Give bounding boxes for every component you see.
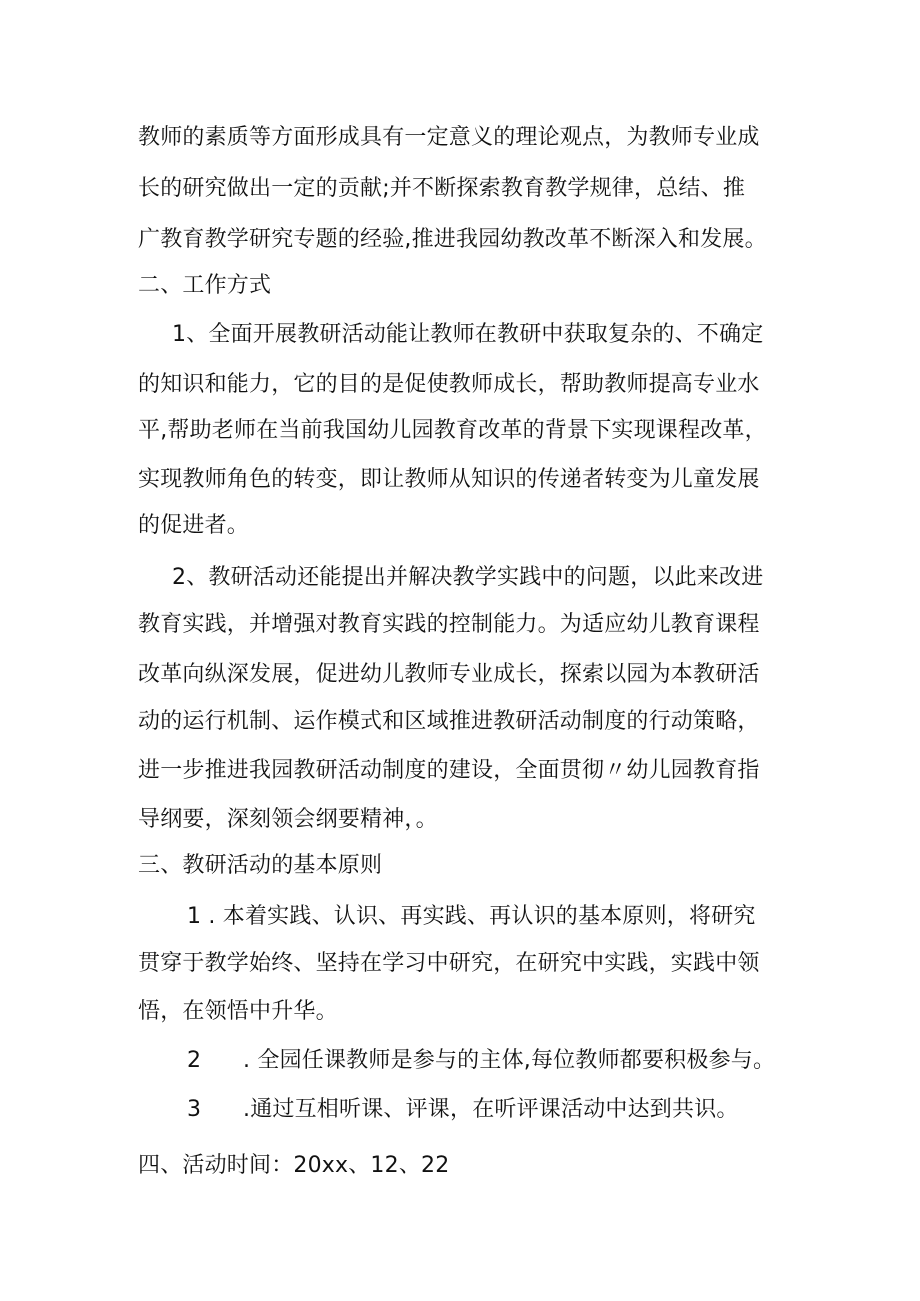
paragraph-line: 的知识和能力，它的目的是促使教师成长，帮助教师提高专业水 (138, 372, 760, 397)
paragraph-line: 贯穿于教学始终、坚持在学习中研究，在研究中实践，实践中领 (138, 951, 760, 976)
list-item: 1 . 本着实践、认识、再实践、再认识的基本原则，将研究 (187, 904, 756, 929)
section-heading: 四、活动时间：20xx、12、22 (138, 1153, 450, 1178)
section-heading: 三、教研活动的基本原则 (138, 853, 383, 878)
paragraph-line: 1、全面开展教研活动能让教师在教研中获取复杂的、不确定 (172, 322, 764, 347)
paragraph-line: 教育实践，并增强对教育实践的控制能力。为适应幼儿教育课程 (138, 612, 760, 637)
paragraph-line: 进一步推进我园教研活动制度的建设，全面贯彻〃幼儿园教育指 (138, 758, 760, 783)
section-heading: 二、工作方式 (138, 273, 272, 298)
paragraph-line: 改革向纵深发展，促进幼儿教师专业成长，探索以园为本教研活 (138, 662, 760, 687)
paragraph-line: 实现教师角色的转变，即让教师从知识的传递者转变为儿童发展 (138, 467, 760, 492)
paragraph-line: 平,帮助老师在当前我国幼儿园教育改革的背景下实现课程改革， (138, 418, 767, 443)
paragraph-line: 导纲要，深刻领会纲要精神，。 (138, 807, 438, 832)
list-item-number: 3 (187, 1097, 202, 1122)
paragraph-line: 悟，在领悟中升华。 (138, 999, 338, 1024)
paragraph-line: 长的研究做出一定的贡献;并不断探索教育教学规律，总结、推 (138, 176, 746, 201)
list-item-number: 2 (187, 1048, 202, 1073)
paragraph-line: 2、教研活动还能提出并解决教学实践中的问题，以此来改进 (172, 565, 764, 590)
list-item: . 全园任课教师是参与的主体,每位教师都要积极参与。 (243, 1048, 776, 1073)
paragraph-line: 的促进者。 (138, 513, 250, 538)
paragraph-line: 教师的素质等方面形成具有一定意义的理论观点，为教师专业成 (138, 125, 760, 150)
list-item: .通过互相听课、评课，在听评课活动中达到共识。 (243, 1097, 739, 1122)
paragraph-line: 广教育教学研究专题的经验,推进我园幼教改革不断深入和发展。 (138, 227, 767, 252)
paragraph-line: 动的运行机制、运作模式和区域推进教研活动制度的行动策略， (138, 709, 760, 734)
